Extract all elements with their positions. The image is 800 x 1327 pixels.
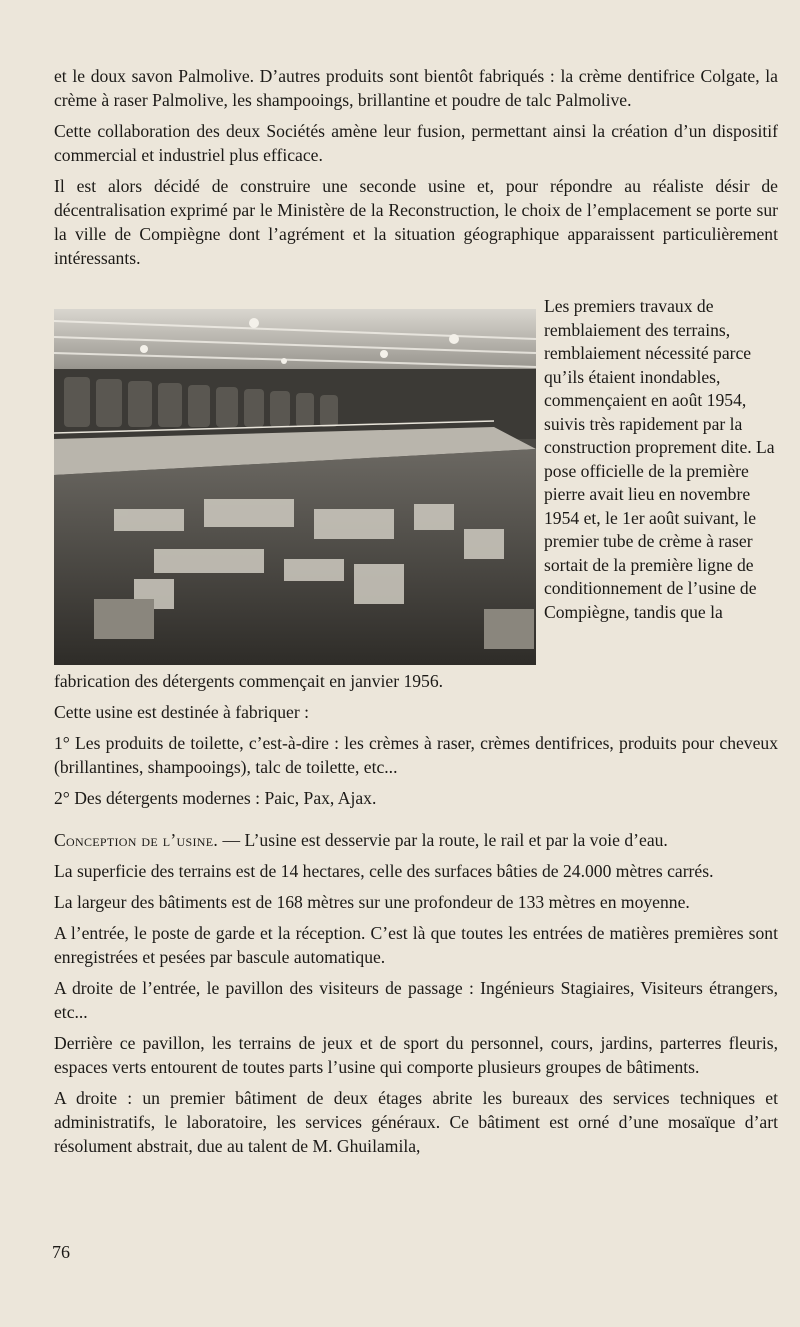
lower-text-block xyxy=(54,669,778,1158)
paragraph: La largeur des bâtiments est de 168 mètres sur une profondeur de 133 mètres en moyenne. xyxy=(54,892,690,912)
paragraph: A droite : un premier bâtiment de deux étages abrite les bureaux des services techniques et administratifs, le laboratoire, les services généraux. Ce bâtiment est orné d’une mosaïque d’art résolument abstrait, due au talent de M. Ghuilamila, xyxy=(54,1088,778,1156)
paragraph: Les premiers travaux de remblaiement des terrains, remblaiement nécessité parce qu’ils étaient inondables, commençaient en août 1954, suivis très rapidement par la construction proprement dite. La pose officielle de la première pierre avait lieu en novembre 1954 et, le 1er août suivant, le premier tube de crème à raser sortait de la première ligne de conditionnement de l’usine de Compiègne, tandis que la xyxy=(544,296,775,622)
paragraph: fabrication des détergents commençait en janvier 1956. xyxy=(54,671,444,691)
paragraph: A l’entrée, le poste de garde et la réception. C’est là que toutes les entrées de matières premières sont enregistrées et pesées par bascule automatique. xyxy=(54,923,778,967)
paragraph: Derrière ce pavillon, les terrains de jeux et de sport du personnel, cours, jardins, parterres fleuris, espaces verts entourent de toutes parts l’usine qui comporte plusieurs groupes de bâtiments. xyxy=(54,1033,778,1077)
page-number: 76 xyxy=(52,1242,70,1262)
top-text-block xyxy=(54,64,778,277)
paragraph: Cette usine est destinée à fabriquer : xyxy=(54,702,310,722)
paragraph: La superficie des terrains est de 14 hectares, celle des surfaces bâties de 24.000 mètres carrés. xyxy=(54,861,714,881)
paragraph: A droite de l’entrée, le pavillon des visiteurs de passage : Ingénieurs Stagiaires, Visiteurs étrangers, etc... xyxy=(54,978,778,1022)
paragraph: Cette collaboration des deux Sociétés amène leur fusion, permettant ainsi la création d’un dispositif commercial et industriel plus efficace. xyxy=(54,121,778,165)
section-intro: — L’usine est desservie par la route, le rail et par la voie d’eau. xyxy=(218,830,668,850)
factory-photo-illustration xyxy=(54,309,536,665)
paragraph: 1° Les produits de toilette, c’est-à-dire : les crèmes à raser, crèmes dentifrices, produits pour cheveux (brillantines, shampooings), talc de toilette, etc... xyxy=(54,733,778,777)
paragraph: et le doux savon Palmolive. D’autres produits sont bientôt fabriqués : la crème dentifrice Colgate, la crème à raser Palmolive, les shampooings, brillantine et poudre de talc Palmolive. xyxy=(54,66,778,110)
paragraph: Il est alors décidé de construire une seconde usine et, pour répondre au réaliste désir de décentralisation exprimé par le Ministère de la Reconstruction, le choix de l’emplacement se porte sur la ville de Compiègne dont l’agrément et la situation géographique apparaissent particulièrement intéressants. xyxy=(54,176,778,268)
photo-with-text-block xyxy=(54,295,778,1165)
paragraph: 2° Des détergents modernes : Paic, Pax, Ajax. xyxy=(54,788,377,808)
section-paragraph xyxy=(54,828,778,852)
section-heading: Conception de l’usine. xyxy=(54,830,219,850)
factory-interior-photo xyxy=(54,309,536,665)
